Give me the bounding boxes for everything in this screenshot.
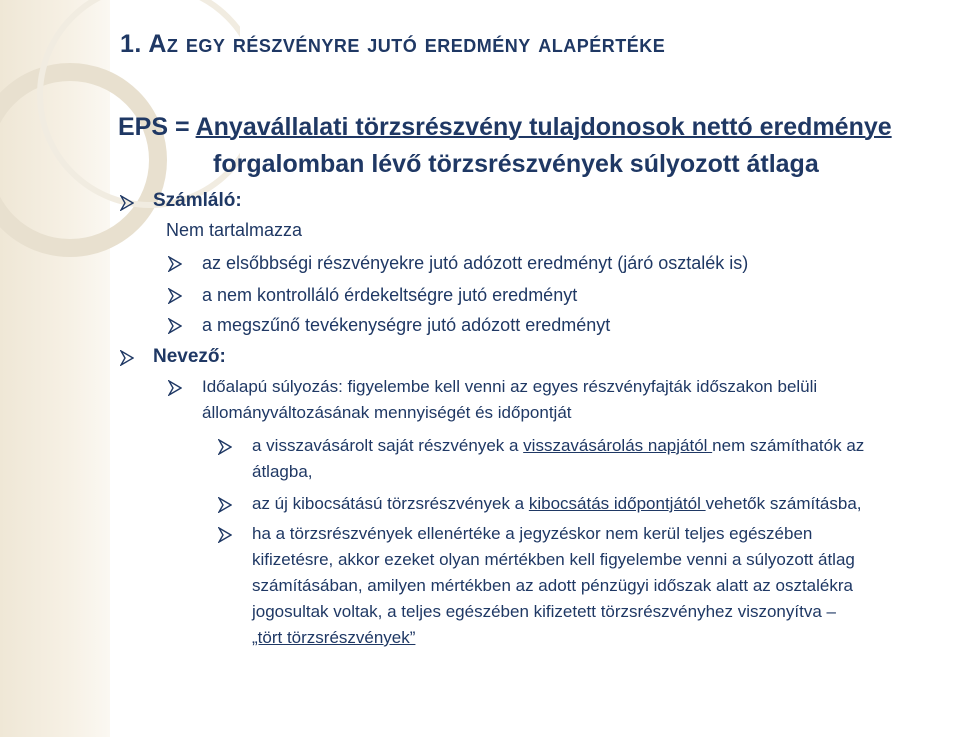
numerator-heading: Számláló: — [153, 190, 242, 211]
arrow-bullet-icon — [168, 256, 182, 272]
eps-numerator: Anyavállalati törzsrészvény tulajdonosok nettó eredménye — [195, 113, 892, 141]
sub-item: ha a törzsrészvények ellenértéke a jegyzéskor nem kerül teljes egészében — [252, 524, 813, 543]
arrow-bullet-icon — [168, 318, 182, 334]
sub-item: a visszavásárolt saját részvények a visszavásárolás napjától nem számíthatók az — [252, 436, 865, 455]
sub-item: jogosultak voltak, a teljes egészében kifizetett törzsrészvényhez viszonyítva – — [252, 602, 836, 621]
sub-item: az új kibocsátású törzsrészvények a kibocsátás időpontjától vehetők számításba, — [252, 494, 862, 513]
eps-denominator: forgalomban lévő törzsrészvények súlyozott átlaga — [213, 150, 819, 178]
underlined-term: „tört törzsrészvények” — [252, 628, 416, 647]
list-item: a megszűnő tevékenységre jutó adózott eredményt — [202, 315, 611, 335]
denominator-heading: Nevező: — [153, 346, 226, 367]
list-item: a nem kontrolláló érdekeltségre jutó eredményt — [202, 285, 578, 305]
arrow-bullet-icon — [218, 497, 232, 513]
list-item: az elsőbbségi részvényekre jutó adózott eredményt (járó osztalék is) — [202, 253, 749, 273]
sub-item: átlagba, — [252, 462, 313, 481]
arrow-bullet-icon — [168, 288, 182, 304]
eps-formula — [118, 113, 892, 142]
arrow-bullet-icon — [120, 350, 134, 366]
numerator-intro: Nem tartalmazza — [166, 220, 303, 240]
arrow-bullet-icon — [120, 195, 134, 211]
underlined-term: visszavásárolás napjától — [523, 436, 713, 455]
sub-item: számításában, amilyen mértékben az adott pénzügyi időszak alatt az osztalékra — [252, 576, 853, 595]
slide-title: 1. Az egy részvényre jutó eredmény alapértéke — [120, 30, 666, 58]
eps-lhs: EPS = — [118, 113, 196, 141]
underlined-term: kibocsátás időpontjától — [528, 494, 706, 513]
arrow-bullet-icon — [218, 527, 232, 543]
denominator-item: Időalapú súlyozás: figyelembe kell venni az egyes részvényfajták időszakon belüli — [202, 377, 818, 396]
sub-item: kifizetésre, akkor ezeket olyan mértékben kell figyelembe venni a súlyozott átlag — [252, 550, 855, 569]
arrow-bullet-icon — [218, 439, 232, 455]
arrow-bullet-icon — [168, 380, 182, 396]
denominator-item: állományváltozásának mennyiségét és időpontját — [202, 403, 572, 422]
